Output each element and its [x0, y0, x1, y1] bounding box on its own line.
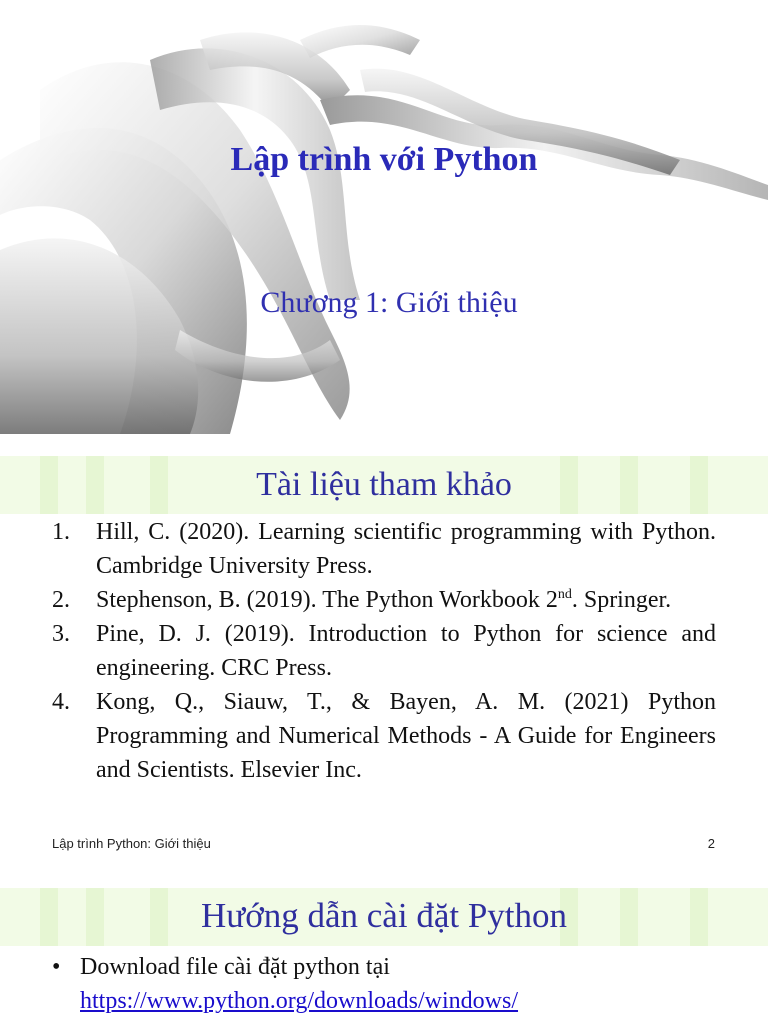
bullet-item	[52, 950, 390, 984]
slide-separator	[0, 434, 768, 456]
chapter-subtitle: Chương 1: Giới thiệu	[260, 286, 518, 319]
page-number: 2	[707, 836, 715, 851]
slide-title: Hướng dẫn cài đặt Python	[200, 896, 568, 935]
reference-text-tail: . Springer.	[571, 587, 672, 613]
bullet-symbol: •	[52, 954, 61, 980]
reference-text: Kong, Q., Siauw, T., & Bayen, A. M. (2021) Python Programming and Numerical Methods - A Guide for Engineers and Scientists. Elsevier Inc.	[96, 689, 716, 783]
install-slide	[0, 888, 768, 1024]
list-item	[52, 515, 716, 583]
references-slide	[0, 456, 768, 868]
reference-text: Hill, C. (2020). Learning scientific programming with Python. Cambridge University Press.	[96, 519, 716, 579]
reference-text: Stephenson, B. (2019). The Python Workbook 2	[96, 587, 558, 613]
list-item	[52, 583, 716, 617]
slide-footer: Lập trình Python: Giới thiệu	[52, 836, 211, 851]
superscript: nd	[557, 587, 572, 602]
list-number: 1.	[52, 519, 70, 545]
list-item	[52, 617, 716, 685]
list-number: 2.	[52, 587, 70, 613]
slide-separator	[0, 868, 768, 888]
title-slide	[0, 0, 768, 434]
helix-decoration-image	[0, 0, 768, 434]
reference-text: Pine, D. J. (2019). Introduction to Python for science and engineering. CRC Press.	[96, 621, 716, 681]
python-download-link[interactable]: https://www.python.org/downloads/windows/	[80, 988, 519, 1014]
reference-list	[52, 515, 716, 787]
list-number: 4.	[52, 689, 70, 715]
slide-title: Tài liệu tham khảo	[256, 466, 512, 503]
list-number: 3.	[52, 621, 70, 647]
list-item	[52, 685, 716, 787]
bullet-text: Download file cài đặt python tại	[80, 954, 390, 980]
presentation-title: Lập trình với Python	[230, 141, 538, 178]
